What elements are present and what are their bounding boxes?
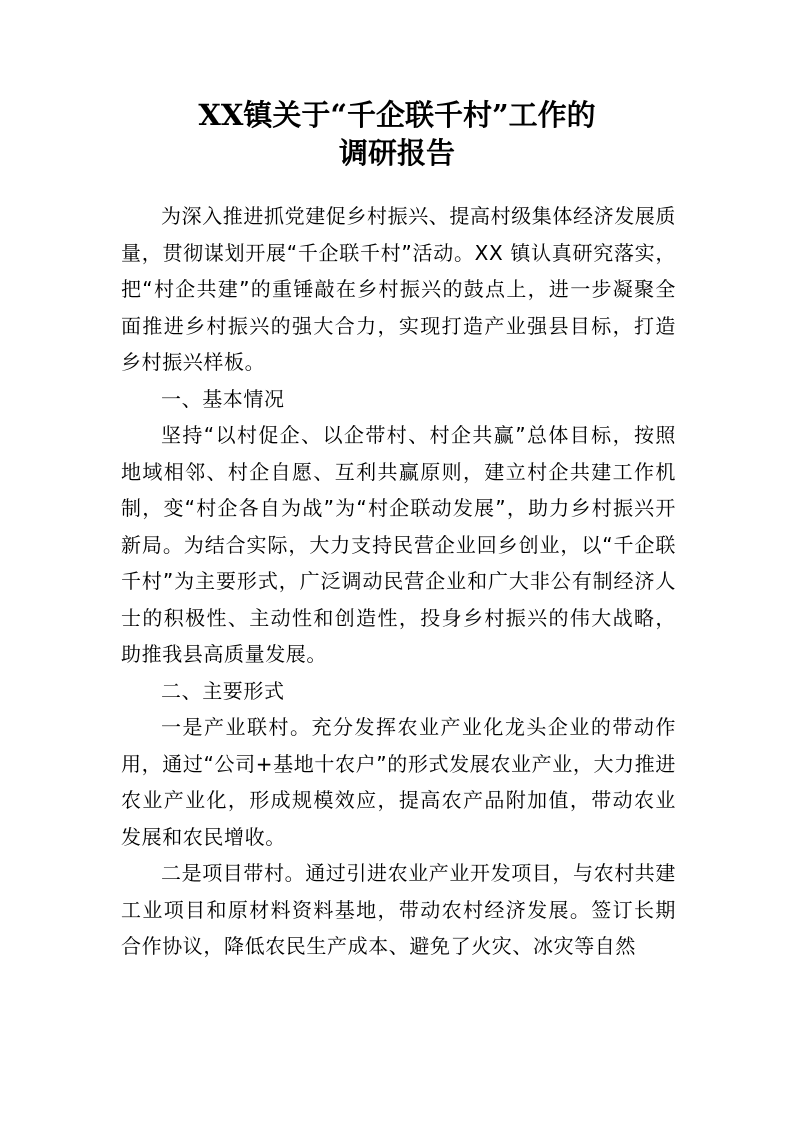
- document-body: [121, 198, 676, 965]
- paragraph-industry-links-village: 一是产业联村。充分发挥农业产业化龙头企业的带动作用，通过“公司+基地十农户”的形式发展农业产业，大力推进农业产业化，形成规模效应，提高农产品附加值，带动农业发展和农民增收。: [121, 715, 676, 849]
- title-line-2: 调研报告: [338, 136, 455, 170]
- paragraph-intro: 为深入推进抓党建促乡村振兴、提高村级集体经济发展质量，贯彻谋划开展“千企联千村”活动。XX 镇认真研究落实，把“村企共建”的重锤敲在乡村振兴的鼓点上，进一步凝聚全面推进乡村振兴的强大合力，实现打造产业强县目标，打造乡村振兴样板。: [121, 204, 676, 374]
- section-heading-basic-situation: 一、基本情况: [161, 386, 285, 411]
- document-title: [0, 96, 794, 172]
- paragraph-basic-situation: 坚持“以村促企、以企带村、村企共赢”总体目标，按照地域相邻、村企自愿、互利共赢原则，建立村企共建工作机制，变“村企各自为战”为“村企联动发展”，助力乡村振兴开新局。为结合实际，大力支持民营企业回乡创业，以“千企联千村”为主要形式，广泛调动民营企业和广大非公有制经济人士的积极性、主动性和创造性，投身乡村振兴的伟大战略，助推我县高质量发展。: [121, 423, 676, 666]
- paragraph-project-drives-village: 二是项目带村。通过引进农业产业开发项目，与农村共建工业项目和原材料资料基地，带动农村经济发展。签订长期合作协议，降低农民生产成本、避免了火灾、冰灾等自然: [121, 861, 676, 958]
- section-heading-main-forms: 二、主要形式: [161, 678, 285, 703]
- title-line-1: XX镇关于“千企联千村”工作的: [198, 98, 596, 132]
